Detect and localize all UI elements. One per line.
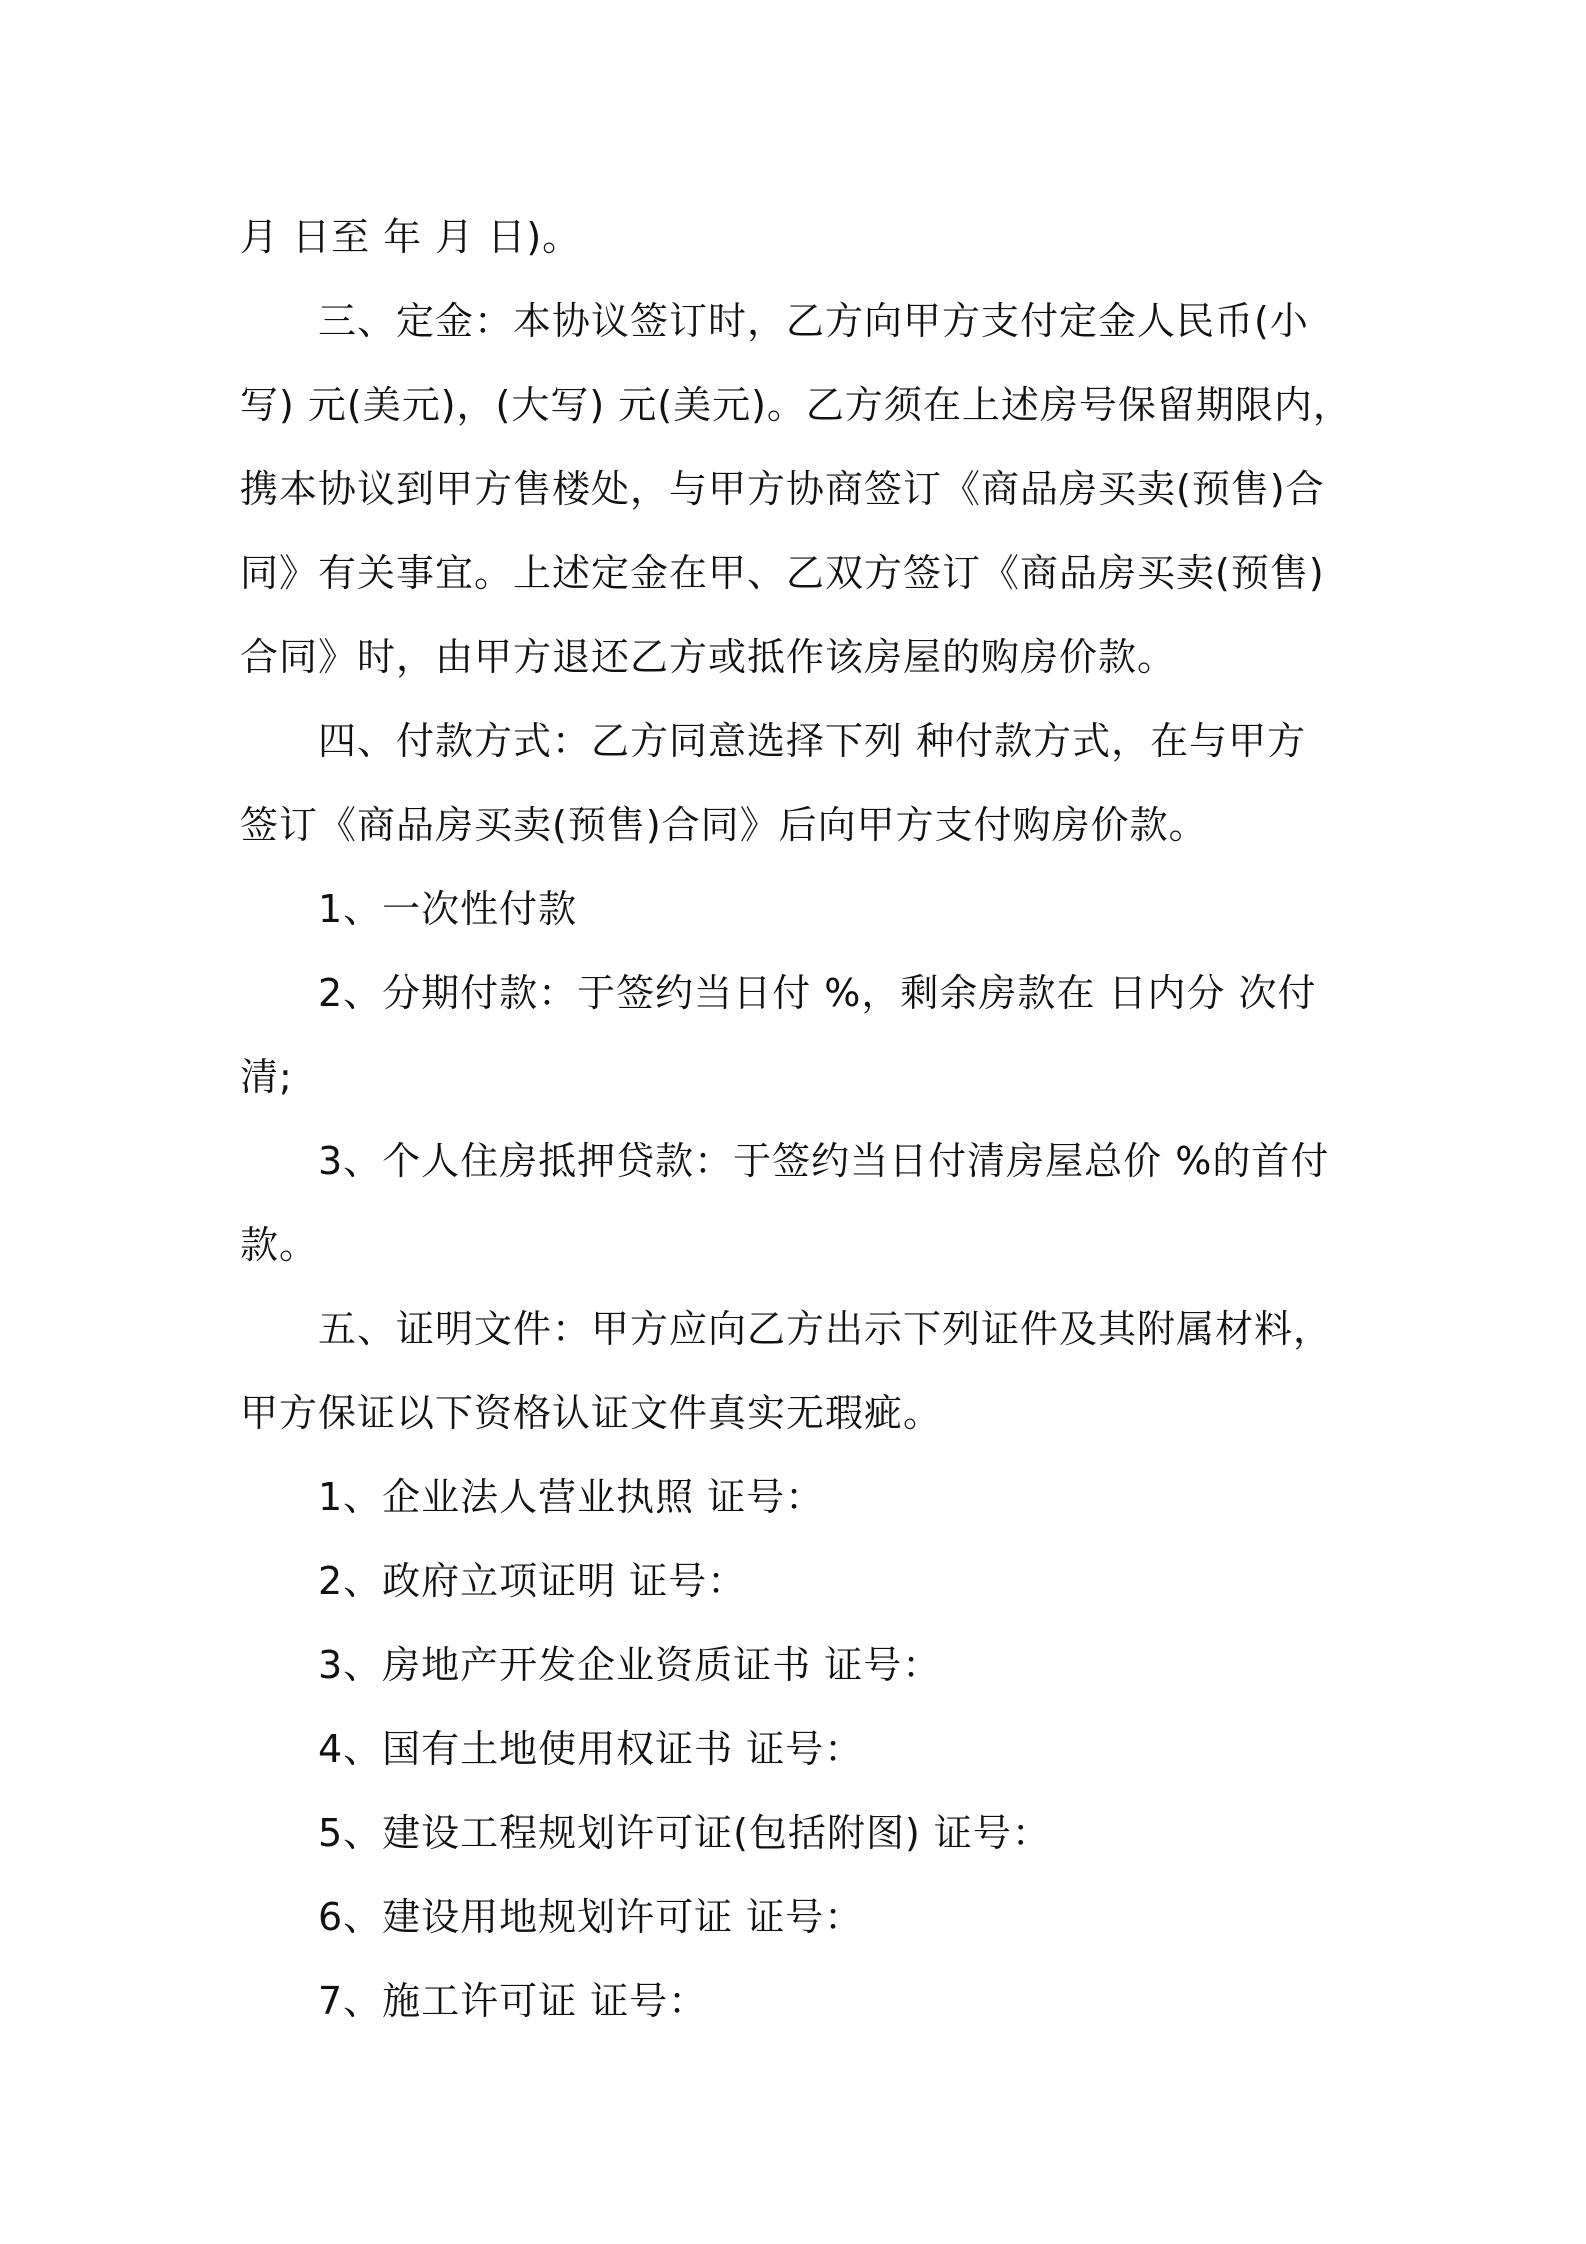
text-line: 写) 元(美元)，(大写) 元(美元)。乙方须在上述房号保留期限内， bbox=[240, 383, 1352, 427]
list-item-document-6: 6、建设用地规划许可证 证号： bbox=[318, 1895, 864, 1939]
text-line: 甲方保证以下资格认证文件真实无瑕疵。 bbox=[240, 1391, 943, 1435]
paragraph-documents: 五、证明文件：甲方应向乙方出示下列证件及其附属材料， bbox=[318, 1307, 1333, 1351]
text-line: 同》有关事宜。上述定金在甲、乙双方签订《商品房买卖(预售) bbox=[240, 551, 1325, 595]
list-item-payment-2: 2、分期付款：于签约当日付 %，剩余房款在 日内分 次付 bbox=[318, 971, 1317, 1015]
text-line: 合同》时，由甲方退还乙方或抵作该房屋的购房价款。 bbox=[240, 635, 1177, 679]
paragraph-deposit: 三、定金：本协议签订时，乙方向甲方支付定金人民币(小 bbox=[318, 299, 1309, 343]
list-item-payment-3: 3、个人住房抵押贷款：于签约当日付清房屋总价 %的首付 bbox=[318, 1139, 1330, 1183]
paragraph-payment-method: 四、付款方式：乙方同意选择下列 种付款方式，在与甲方 bbox=[318, 719, 1307, 763]
text-line: 月 日至 年 月 日)。 bbox=[240, 215, 582, 259]
text-line: 签订《商品房买卖(预售)合同》后向甲方支付购房价款。 bbox=[240, 803, 1208, 847]
document-page bbox=[240, 195, 1360, 2043]
list-item-document-1: 1、企业法人营业执照 证号： bbox=[318, 1475, 825, 1519]
list-item-document-7: 7、施工许可证 证号： bbox=[318, 1979, 708, 2023]
list-item-document-3: 3、房地产开发企业资质证书 证号： bbox=[318, 1643, 942, 1687]
list-item-document-5: 5、建设工程规划许可证(包括附图) 证号： bbox=[318, 1811, 1051, 1855]
list-item-document-2: 2、政府立项证明 证号： bbox=[318, 1559, 747, 1603]
list-item-payment-1: 1、一次性付款 bbox=[318, 887, 578, 931]
text-line: 款。 bbox=[240, 1223, 319, 1267]
list-item-document-4: 4、国有土地使用权证书 证号： bbox=[318, 1727, 864, 1771]
text-line: 清; bbox=[240, 1055, 293, 1099]
text-line: 携本协议到甲方售楼处，与甲方协商签订《商品房买卖(预售)合 bbox=[240, 467, 1325, 511]
